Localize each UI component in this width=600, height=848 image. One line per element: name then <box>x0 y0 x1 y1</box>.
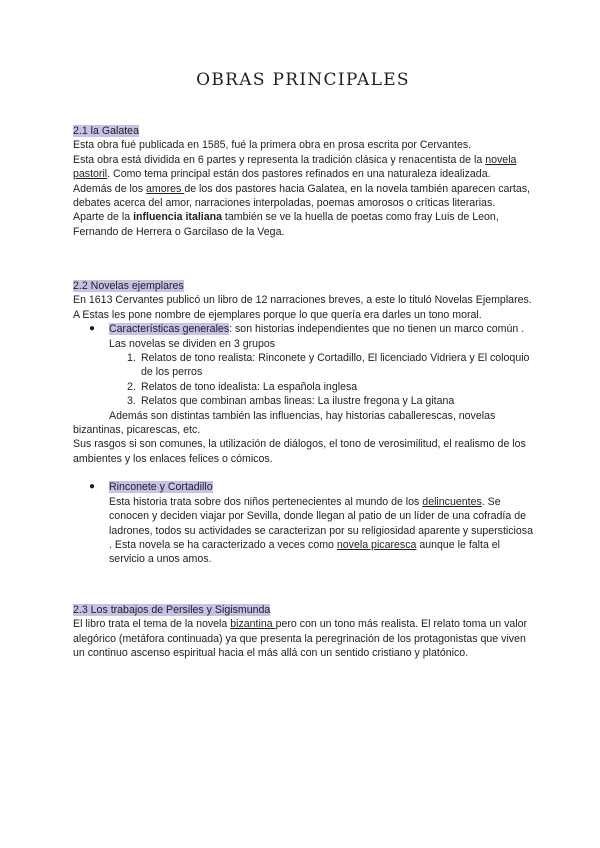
paragraph: Esta obra fué publicada en 1585, fué la primera obra en prosa escrita por Cervantes. <box>73 139 472 152</box>
list-item: 1. Relatos de tono realista: Rinconete y Cortadillo, El licenciado Vidriera y El coloquio de los perros <box>127 352 530 379</box>
paragraph: Las novelas se dividen en 3 grupos <box>109 337 276 350</box>
bold-term: influencia italiana <box>133 211 222 224</box>
paragraph: El libro trata el tema de la novela bizantina pero con un tono más realista. El relato toma un valor alegórico (metáfora continuada) ya que presenta la peregrinación de los protagonistas que viven un continuo ascenso espiritual hacia el más allá con un sentido cristiano y platónico. <box>73 618 528 660</box>
paragraph: Además de los amores de los dos pastores hacia Galatea, en la novela también aparecen cartas, debates acerca del amor, narraciones interpoladas, poemas amorosos o críticas literarias. <box>73 182 531 210</box>
highlighted-term: Rinconete y Cortadillo <box>109 481 213 494</box>
underlined-term: amores <box>146 182 185 195</box>
underlined-term: bizantina <box>230 618 276 631</box>
list-item: ● Características generales: son historias independientes que no tienen un marco común . Las novelas se dividen en 3 grupos <box>109 322 533 351</box>
section-heading: 2.3 Los trabajos de Persiles y Sigismunda <box>73 604 271 616</box>
paragraph: En 1613 Cervantes publicó un libro de 12 narraciones breves, a este lo tituló Novelas Ejemplares. A Estas les pone nombre de ejemplares porque lo que quería era darles un tono moral. <box>73 294 532 321</box>
paragraph: Aparte de la influencia italiana también se ve la huella de poetas como fray Luis de Leon, Fernando de Herrera o Garcilaso de la Vega. <box>73 211 499 238</box>
bullet-icon: ● <box>89 481 96 493</box>
list-item: 3. Relatos que combinan ambas lineas: La ilustre fregona y La gitana <box>127 395 455 408</box>
section-persiles <box>73 603 533 661</box>
bullet-icon: ● <box>89 323 96 335</box>
section-heading: 2.1 la Galatea <box>73 125 139 137</box>
highlighted-term: Características generales <box>109 323 230 336</box>
numbered-list <box>127 351 533 409</box>
section-novelas-ejemplares <box>73 279 533 567</box>
section-heading: 2.2 Novelas ejemplares <box>73 280 184 292</box>
paragraph: Sus rasgos si son comunes, la utilización de diálogos, el tono de verosimilitud, el realismo de los ambientes y los enlaces felices o cómicos. <box>73 438 526 465</box>
underlined-term: novela picaresca <box>336 538 417 551</box>
paragraph: Esta historia trata sobre dos niños pertenecientes al mundo de los delincuentes. Se conocen y deciden viajar por Sevilla, donde llegan al patio de un líder de una cofradía de ladrones, todos su actividades se caracterizan por su religiosidad aparente y supersticiosa . Esta novela se ha caracterizado a veces como novela picaresca aunque le falta el servicio a unos amos. <box>109 495 533 566</box>
list-item: 2. Relatos de tono idealista: La española inglesa <box>127 380 358 393</box>
section-galatea <box>73 124 533 239</box>
underlined-term: novela pastoril <box>73 153 517 181</box>
page-title: OBRAS PRINCIPALES <box>196 70 410 90</box>
paragraph: Esta obra está dividida en 6 partes y representa la tradición clásica y renacentista de la novela pastoril. Como tema principal están dos pastores refinados en una naturaleza idealizada. <box>73 153 517 181</box>
list-item <box>89 480 533 566</box>
underlined-term: delincuentes <box>422 495 482 508</box>
paragraph: Además son distintas también las influencias, hay historias caballerescas, novelas bizantinas, picarescas, etc. <box>73 409 496 437</box>
